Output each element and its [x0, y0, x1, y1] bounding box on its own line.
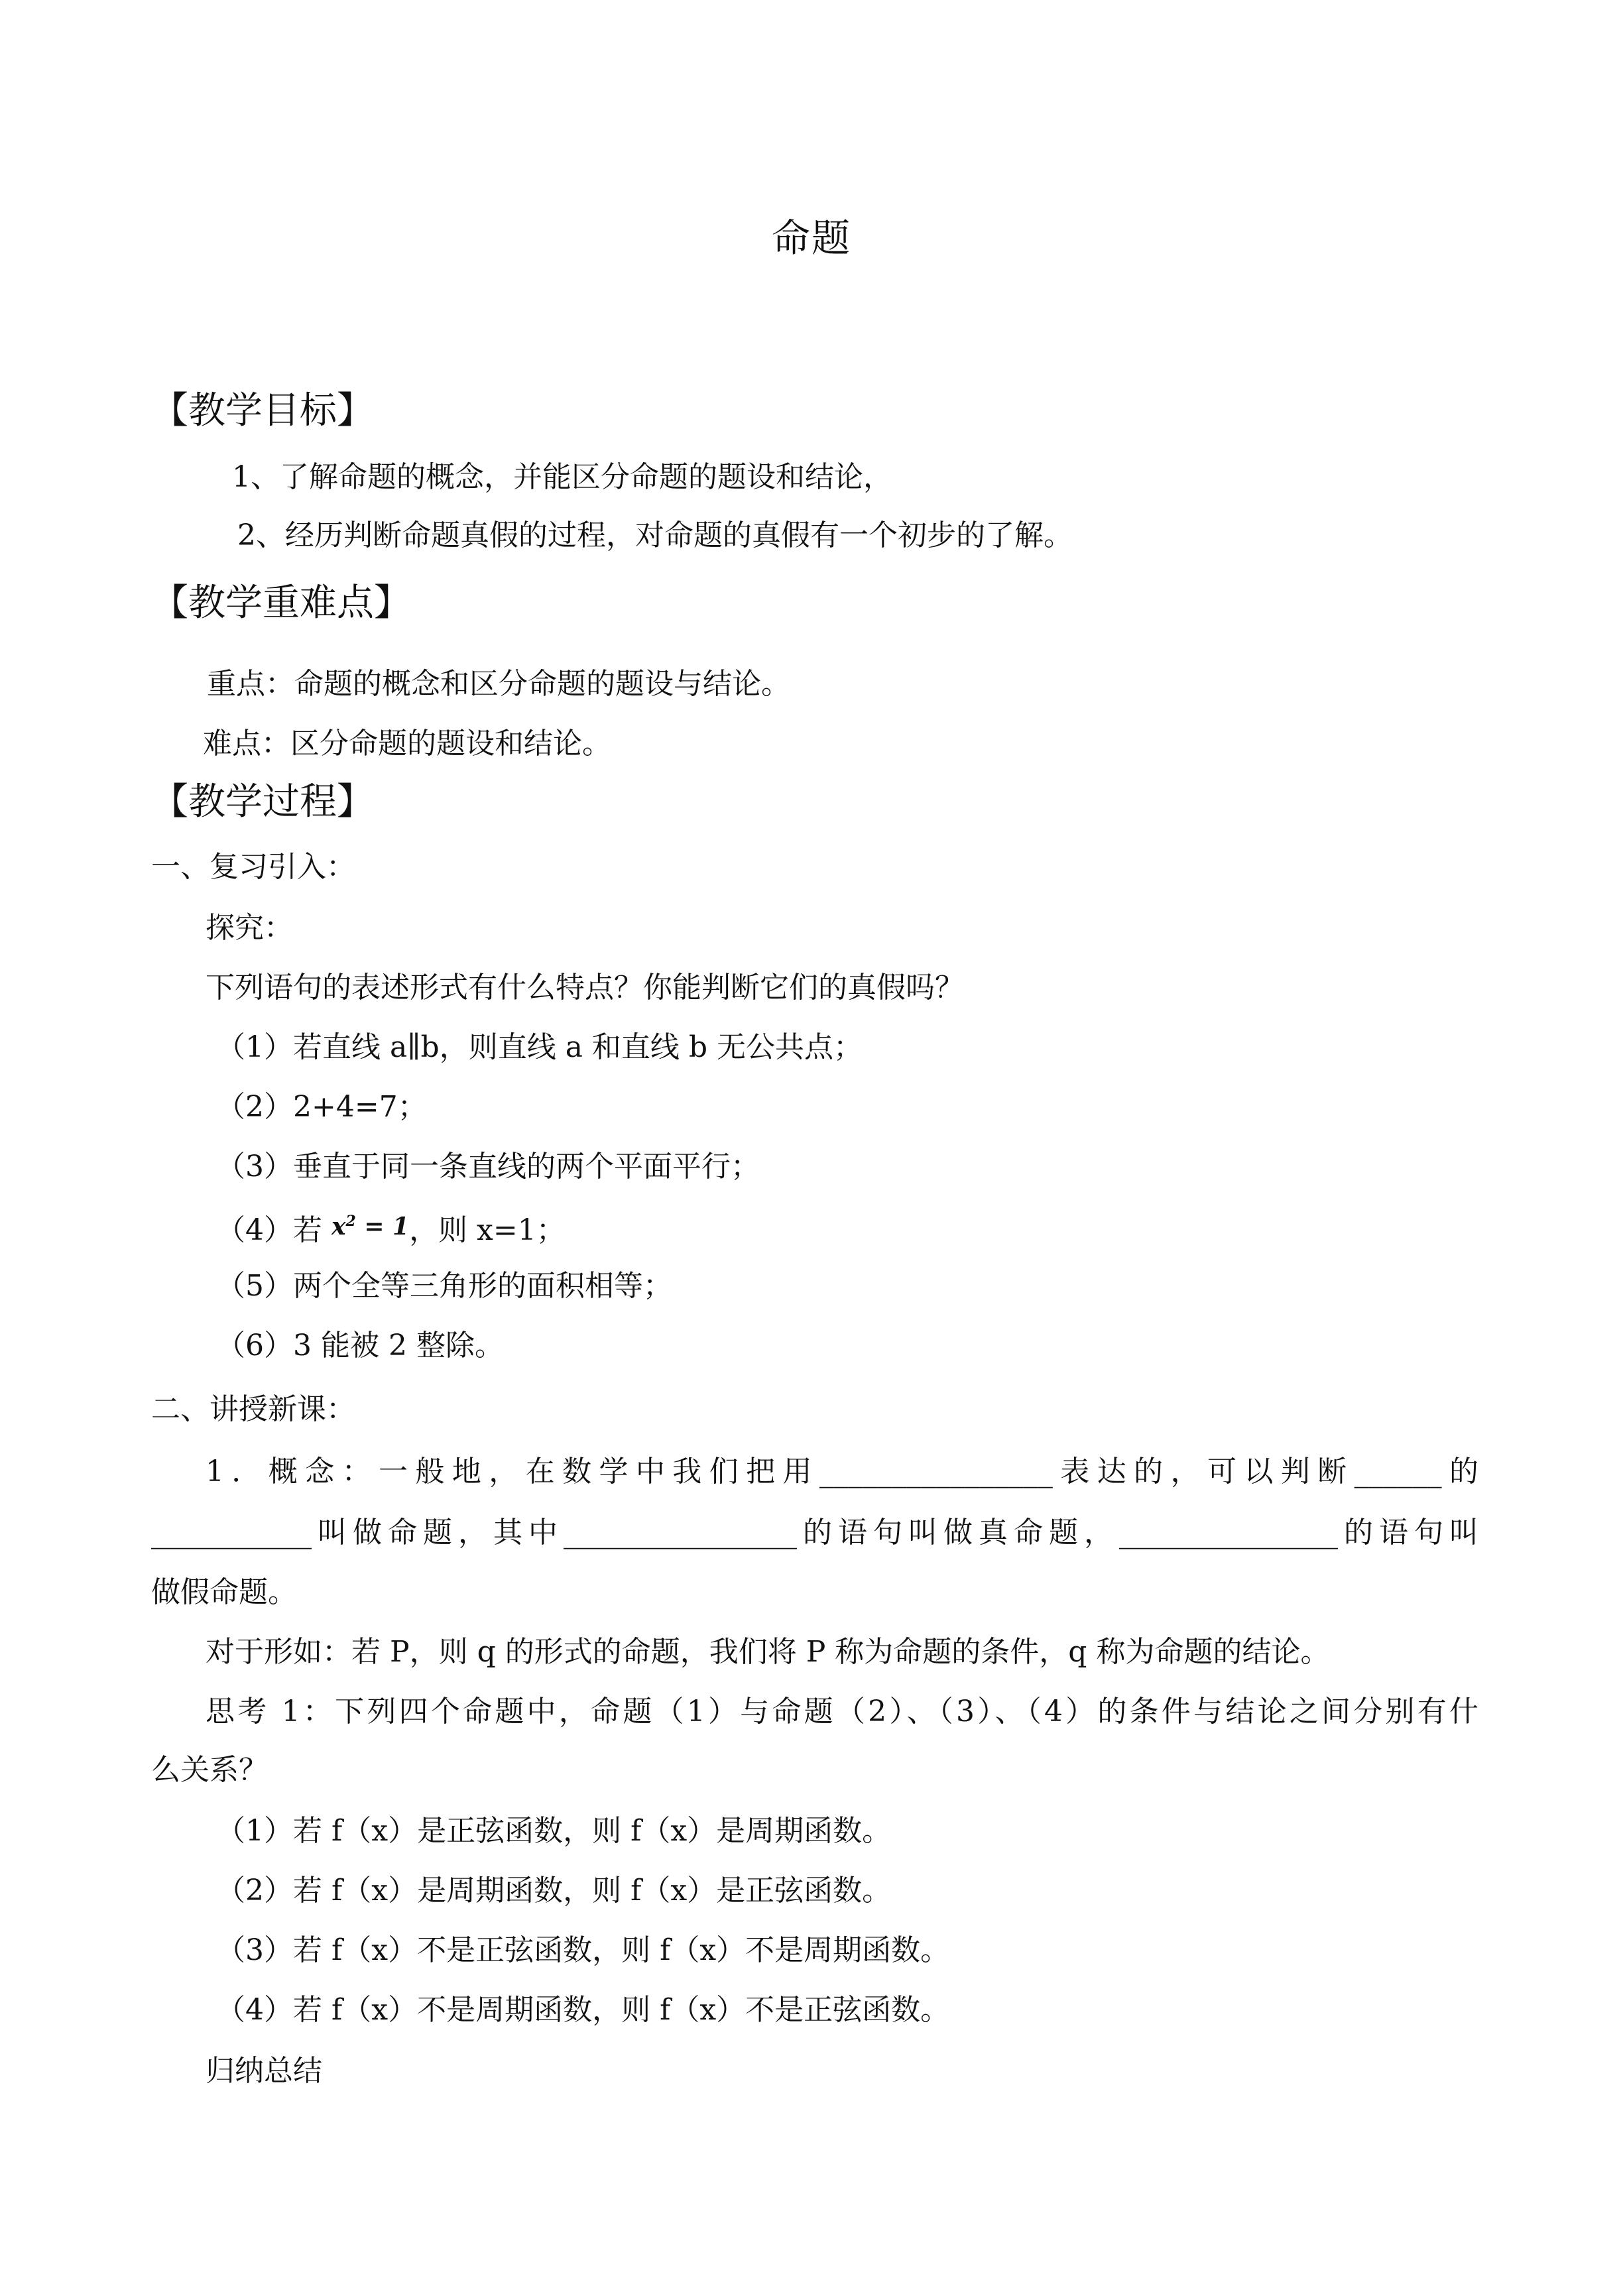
list-item: （3）垂直于同一条直线的两个平面平行；	[216, 1150, 760, 1183]
concept-line-2: ___________叫做命题，其中________________的语句叫做真命题，_______________的语句叫	[151, 1516, 1478, 1549]
list-item: （4）若 f（x）不是周期函数，则 f（x）不是正弦函数。	[216, 1993, 950, 2027]
equation: $x^2 = 1$	[331, 1213, 410, 1240]
list-item	[216, 1207, 566, 1252]
process-heading: 【教学过程】	[151, 780, 374, 823]
objective-item-1: 1、了解命题的概念，并能区分命题的题设和结论，	[232, 460, 892, 494]
keypoint-difficulty: 难点：区分命题的题设和结论。	[203, 727, 611, 760]
page-title: 命题	[771, 215, 851, 261]
objectives-heading: 【教学目标】	[151, 389, 374, 432]
list-item: （5）两个全等三角形的面积相等；	[216, 1269, 672, 1303]
part1-heading: 一、复习引入：	[151, 850, 355, 884]
explore-label: 探究：	[206, 911, 293, 945]
think1-line-2: 么关系？	[151, 1753, 268, 1787]
list-item: （2）2+4=7；	[216, 1090, 427, 1124]
list-item-tail: ，则 x=1；	[409, 1213, 566, 1247]
list-item: （3）若 f（x）不是正弦函数，则 f（x）不是周期函数。	[216, 1933, 950, 1967]
concept-line-3: 做假命题。	[151, 1575, 297, 1609]
keypoints-heading: 【教学重难点】	[151, 581, 411, 625]
summary-label: 归纳总结	[206, 2054, 322, 2088]
explore-question: 下列语句的表述形式有什么特点？你能判断它们的真假吗？	[206, 971, 964, 1004]
list-item: （2）若 f（x）是周期函数，则 f（x）是正弦函数。	[216, 1874, 892, 1907]
list-item: （1）若直线 a∥b，则直线 a 和直线 b 无公共点；	[216, 1030, 863, 1064]
concept-line-1: 1．概念：一般地，在数学中我们把用________________表达的，可以判断______的	[206, 1455, 1478, 1488]
list-item-prefix: （4）若	[216, 1213, 322, 1247]
list-item: （1）若 f（x）是正弦函数，则 f（x）是周期函数。	[216, 1814, 892, 1848]
think1-line-1: 思考 1：下列四个命题中，命题（1）与命题（2）、（3）、（4）的条件与结论之间分别有什	[206, 1695, 1478, 1728]
objective-item-2: 2、经历判断命题真假的过程，对命题的真假有一个初步的了解。	[237, 518, 1073, 552]
form-note: 对于形如：若 P，则 q 的形式的命题，我们将 P 称为命题的条件，q 称为命题的结论。	[206, 1635, 1330, 1669]
list-item: （6）3 能被 2 整除。	[216, 1329, 504, 1362]
part2-heading: 二、讲授新课：	[151, 1392, 355, 1426]
keypoint-focus: 重点：命题的概念和区分命题的题设与结论。	[207, 667, 790, 701]
